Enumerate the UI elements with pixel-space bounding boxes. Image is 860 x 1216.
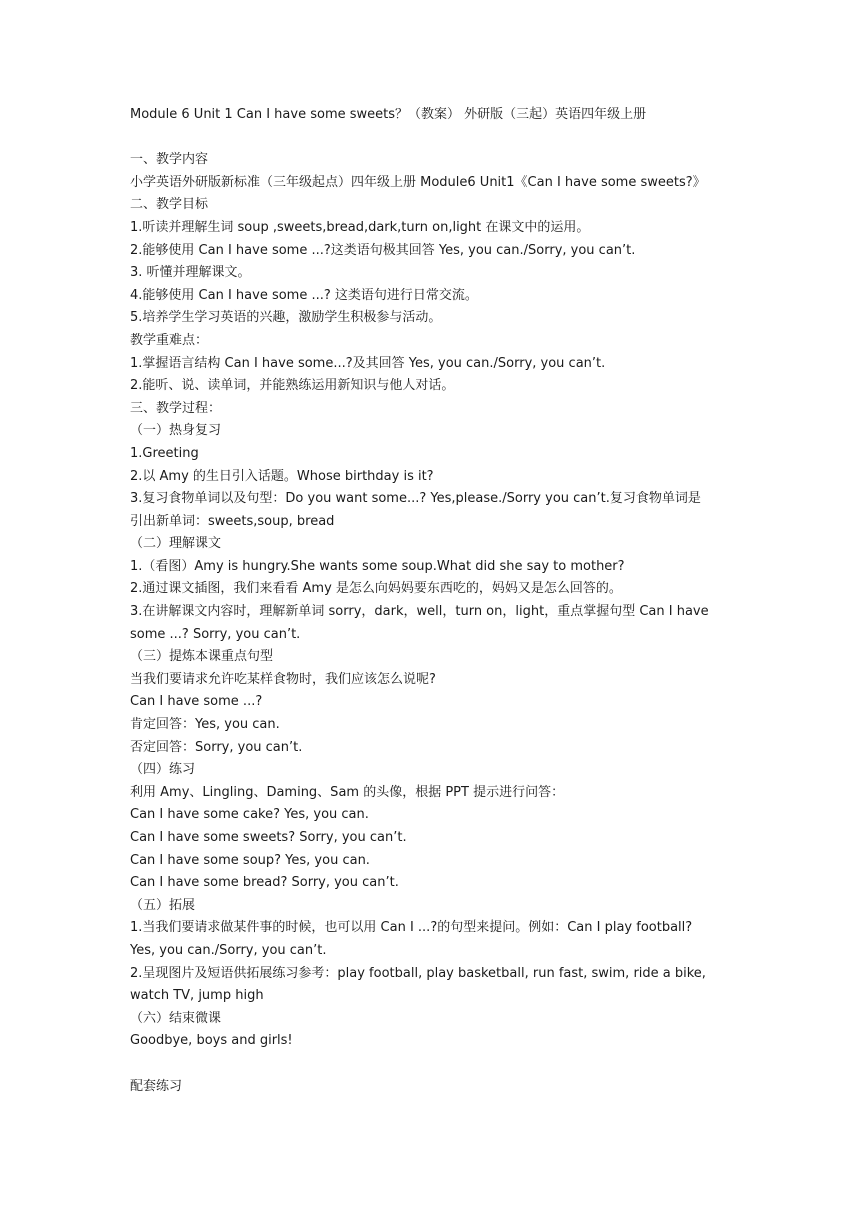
document-body	[130, 104, 736, 1098]
paragraph-line: 3.复习食物单词以及句型：Do you want some...? Yes,please./Sorry you can’t.复习食物单词是	[130, 491, 701, 507]
paragraph-line: 3. 听懂并理解课文。	[130, 265, 251, 281]
paragraph-line: Can I have some bread? Sorry, you can’t.	[130, 875, 399, 891]
subheading-extension: （五）拓展	[130, 897, 196, 913]
paragraph-line: 2.能够使用 Can I have some ...?这类语句极其回答 Yes, you can./Sorry, you can’t.	[130, 242, 636, 258]
paragraph-line: 引出新单词：sweets,soup, bread	[130, 513, 335, 529]
paragraph-line: 小学英语外研版新标准（三年级起点）四年级上册 Module6 Unit1《Can I have some sweets?》	[130, 174, 706, 190]
paragraph-line: 否定回答：Sorry, you can’t.	[130, 739, 303, 755]
paragraph-line: 1.掌握语言结构 Can I have some...?及其回答 Yes, you can./Sorry, you can’t.	[130, 355, 606, 371]
paragraph-line: 当我们要请求允许吃某样食物时，我们应该怎么说呢?	[130, 671, 436, 687]
subheading-closing: （六）结束微课	[130, 1010, 222, 1026]
paragraph-line: Can I have some ...?	[130, 694, 263, 710]
paragraph-line: 2.以 Amy 的生日引入话题。Whose birthday is it?	[130, 468, 434, 484]
paragraph-line: Can I have some cake? Yes, you can.	[130, 807, 369, 823]
subheading-key-points: 教学重难点：	[130, 332, 209, 348]
blank-line	[130, 127, 736, 150]
paragraph-line: 1.当我们要请求做某件事的时候，也可以用 Can I ...?的句型来提问。例如：Can I play football?	[130, 920, 693, 936]
paragraph-line: 1.听读并理解生词 soup ,sweets,bread,dark,turn on,light 在课文中的运用。	[130, 219, 590, 235]
section-heading-teaching-process: 三、教学过程：	[130, 400, 222, 416]
subheading-understand-text: （二）理解课文	[130, 536, 222, 552]
footer-heading: 配套练习	[130, 1078, 183, 1094]
paragraph-line: Goodbye, boys and girls!	[130, 1033, 293, 1049]
paragraph-line: some ...? Sorry, you can’t.	[130, 626, 301, 642]
paragraph-line: Yes, you can./Sorry, you can’t.	[130, 942, 327, 958]
section-heading-teaching-goals: 二、教学目标	[130, 197, 209, 213]
section-heading-teaching-content: 一、教学内容	[130, 152, 209, 168]
paragraph-line: 2.能听、说、读单词，并能熟练运用新知识与他人对话。	[130, 378, 455, 394]
paragraph-line: 4.能够使用 Can I have some ...? 这类语句进行日常交流。	[130, 287, 478, 303]
subheading-warm-up: （一）热身复习	[130, 423, 222, 439]
paragraph-line: Can I have some sweets? Sorry, you can’t.	[130, 830, 407, 845]
subheading-key-sentences: （三）提炼本课重点句型	[130, 649, 274, 665]
paragraph-line: 利用 Amy、Lingling、Daming、Sam 的头像，根据 PPT 提示进行问答：	[130, 784, 565, 800]
paragraph-line: 肯定回答：Yes, you can.	[130, 717, 280, 733]
paragraph-line: 5.培养学生学习英语的兴趣，激励学生积极参与活动。	[130, 310, 442, 326]
paragraph-line: 2.通过课文插图，我们来看看 Amy 是怎么向妈妈要东西吃的，妈妈又是怎么回答的。	[130, 581, 622, 597]
paragraph-line: watch TV, jump high	[130, 988, 264, 1004]
blank-line	[130, 1053, 736, 1076]
paragraph-line: 2.呈现图片及短语供拓展练习参考：play football, play basketball, run fast, swim, ride a bike,	[130, 965, 706, 981]
paragraph-line: 1.（看图）Amy is hungry.She wants some soup.What did she say to mother?	[130, 558, 625, 574]
paragraph-line: 3.在讲解课文内容时，理解新单词 sorry，dark，well，turn on，light，重点掌握句型 Can I have	[130, 604, 709, 620]
paragraph-line: Can I have some soup? Yes, you can.	[130, 852, 370, 868]
document-title: Module 6 Unit 1 Can I have some sweets？（教案） 外研版（三起）英语四年级上册	[130, 107, 647, 122]
paragraph-line: 1.Greeting	[130, 445, 199, 461]
subheading-practice: （四）练习	[130, 762, 196, 778]
